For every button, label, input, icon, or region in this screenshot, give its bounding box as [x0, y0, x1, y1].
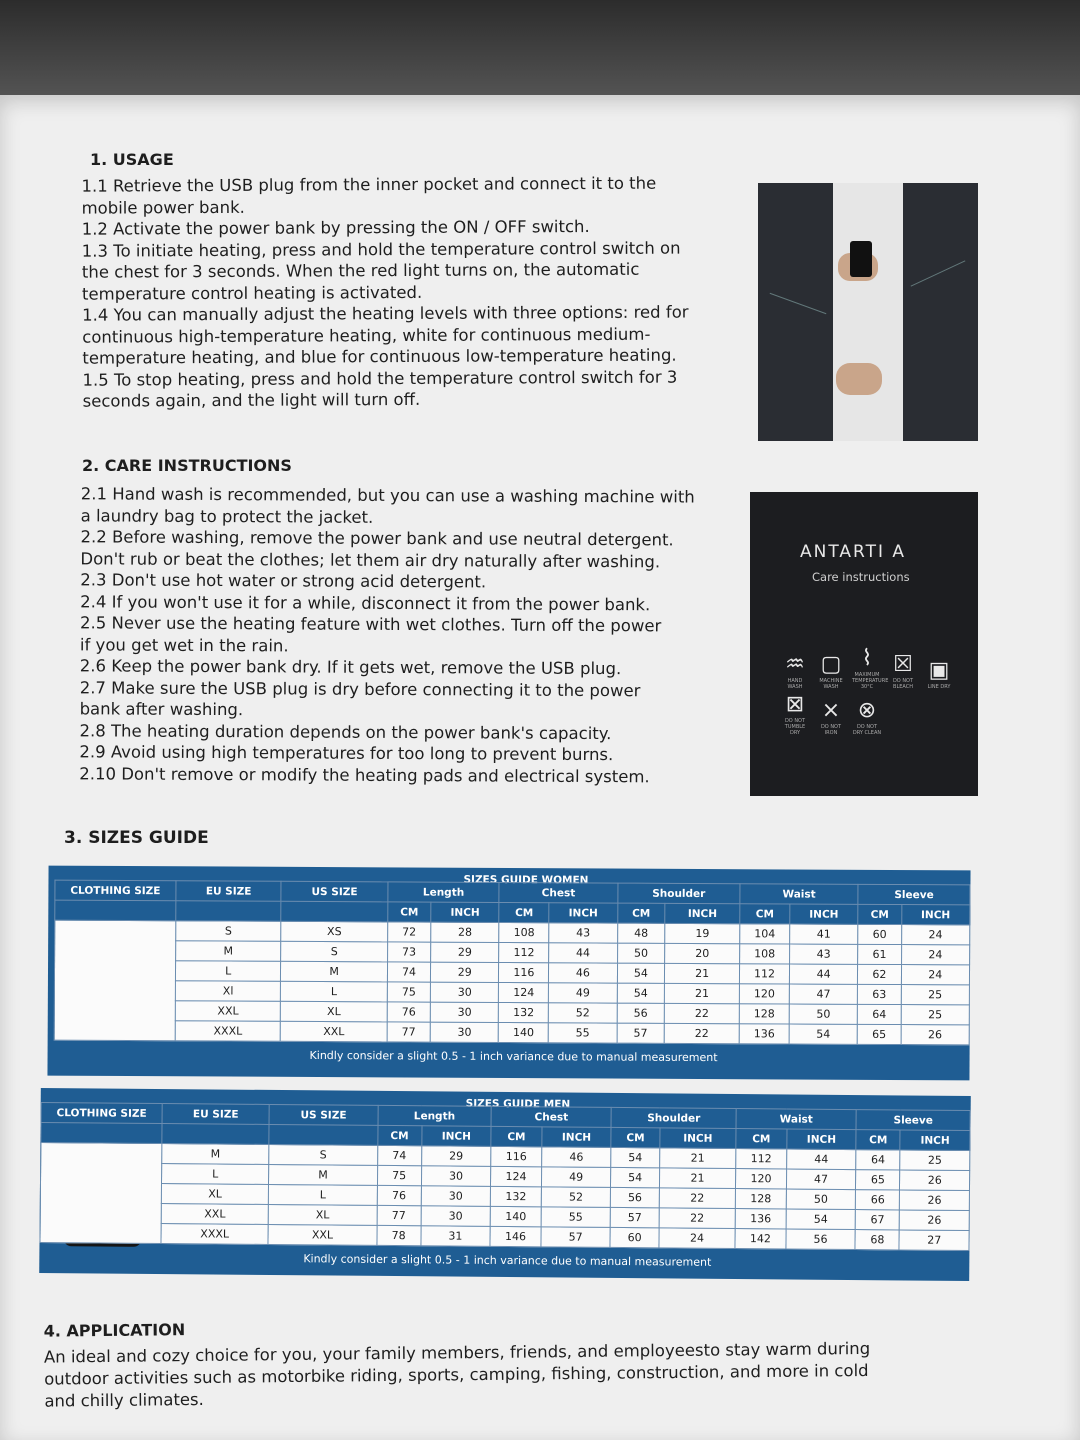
table-cell: M — [176, 941, 282, 962]
inch-unit-header: INCH — [790, 904, 858, 924]
table-cell: 48 — [617, 923, 665, 943]
table-cell: 54 — [789, 1024, 857, 1044]
care-line: 2.3 Don't use hot water or strong acid detergent. — [80, 570, 487, 592]
table-cell: 112 — [736, 1149, 787, 1169]
shoulder-header: Shoulder — [611, 1107, 736, 1128]
women-size-table — [47, 866, 970, 1081]
no-dry-clean-icon: ⊗ DO NOT DRY CLEAN — [852, 698, 882, 736]
table-cell: 29 — [431, 942, 499, 962]
men-table-grid — [39, 1102, 970, 1251]
women-table-title: SIZES GUIDE WOMEN — [463, 873, 589, 887]
no-tumble-dry-icon: ⊠ DO NOT TUMBLE DRY — [780, 692, 810, 736]
table-cell: XXL — [175, 1001, 281, 1022]
table-cell: 22 — [664, 1023, 739, 1043]
cm-unit-header: CM — [388, 902, 431, 922]
table-cell: 128 — [739, 1004, 789, 1024]
wash-30-icon: ⌇ MAXIMUM TEMPERATURE 30°C — [852, 646, 889, 690]
care-card-subtitle: Care instructions — [812, 570, 910, 584]
table-cell: S — [269, 1144, 377, 1165]
table-cell: 132 — [490, 1186, 541, 1206]
usage-line: 1.3 To initiate heating, press and hold the temperature control switch on — [81, 238, 681, 261]
table-cell: Xl — [175, 981, 281, 1002]
table-cell: 74 — [387, 962, 430, 982]
table-cell: 30 — [430, 1022, 498, 1042]
table-cell: 30 — [430, 1002, 498, 1022]
table-cell: L — [161, 1164, 268, 1185]
care-icon-label: LINE DRY — [927, 684, 951, 690]
table-cell: XXXL — [161, 1224, 268, 1245]
table-cell: 54 — [617, 983, 665, 1003]
table-cell: XS — [281, 921, 387, 942]
men-size-table — [39, 1088, 971, 1281]
clothing-size-header: CLOTHING SIZE — [55, 880, 176, 901]
usage-line: 1.1 Retrieve the USB plug from the inner pocket and connect it to the — [81, 173, 657, 196]
hand-shape — [836, 363, 882, 395]
table-cell: 47 — [789, 984, 857, 1004]
application-line: An ideal and cozy choice for you, your family members, friends, and employeesto stay warm during — [43, 1338, 871, 1367]
table-cell: XXXL — [175, 1021, 281, 1042]
usage-line: seconds again, and the light will turn off. — [82, 389, 421, 411]
table-cell: 52 — [541, 1187, 611, 1208]
empty-cell — [176, 901, 282, 922]
table-cell: 24 — [901, 945, 969, 965]
table-cell: 57 — [617, 1023, 665, 1043]
table-cell: 41 — [790, 924, 858, 944]
care-line: if you get wet in the rain. — [79, 634, 289, 655]
usage-line: the chest for 3 seconds. When the red light turns on, the automatic — [81, 259, 640, 282]
brand-logo: ANTARTI A — [800, 542, 907, 562]
usage-line: mobile power bank. — [81, 197, 245, 218]
inch-unit-header: INCH — [660, 1128, 736, 1149]
table-cell: 54 — [786, 1209, 856, 1230]
men-table-title: SIZES GUIDE MEN — [465, 1097, 571, 1111]
table-cell: 19 — [665, 923, 740, 943]
clothing-size-header: CLOTHING SIZE — [41, 1102, 162, 1123]
table-cell: 56 — [611, 1187, 660, 1207]
table-cell: 136 — [739, 1024, 789, 1044]
table-cell: 49 — [549, 983, 617, 1003]
table-cell: 136 — [735, 1209, 786, 1229]
table-cell: 60 — [610, 1227, 659, 1247]
table-cell: 65 — [857, 1024, 900, 1044]
inch-unit-header: INCH — [421, 1126, 491, 1147]
care-icon-label: MAXIMUM TEMPERATURE 30°C — [852, 672, 889, 690]
usage-title: 1. USAGE — [90, 150, 174, 169]
table-cell: 55 — [541, 1207, 611, 1228]
table-cell: M — [269, 1164, 377, 1185]
empty-cell — [55, 900, 176, 921]
table-cell: 22 — [659, 1188, 735, 1209]
table-cell: 64 — [858, 1004, 901, 1024]
empty-cell — [281, 901, 387, 922]
table-cell: 142 — [735, 1229, 786, 1249]
care-line: 2.10 Don't remove or modify the heating pads and electrical system. — [79, 763, 650, 786]
table-cell: 124 — [499, 982, 549, 1002]
background-surface — [0, 0, 1080, 100]
table-cell: 56 — [786, 1229, 856, 1250]
table-cell: 31 — [421, 1226, 491, 1247]
empty-cell — [162, 1124, 269, 1145]
table-cell: XXL — [268, 1224, 376, 1245]
table-cell: 57 — [541, 1227, 611, 1248]
table-cell: 46 — [549, 963, 617, 983]
us-size-header: US SIZE — [281, 881, 387, 902]
table-cell: 116 — [491, 1146, 542, 1166]
care-line: Don't rub or beat the clothes; let them air dry naturally after washing. — [80, 548, 661, 571]
table-cell: 44 — [789, 964, 857, 984]
table-cell: 140 — [499, 1022, 549, 1042]
eu-size-header: EU SIZE — [176, 881, 282, 902]
line-dry-icon: ▣ LINE DRY — [924, 658, 954, 690]
care-icon-label: HAND WASH — [787, 678, 803, 690]
table-cell: 24 — [901, 925, 969, 945]
table-cell: 67 — [855, 1210, 899, 1230]
cm-unit-header: CM — [611, 1127, 660, 1147]
table-cell: 54 — [611, 1167, 660, 1187]
care-line: 2.5 Never use the heating feature with wet clothes. Turn off the power — [80, 613, 662, 636]
women-table-grid — [54, 880, 971, 1046]
inch-unit-header: INCH — [901, 905, 969, 925]
table-cell: 77 — [377, 1205, 421, 1225]
table-cell: 62 — [858, 964, 901, 984]
usage-text — [81, 172, 722, 412]
table-cell: 63 — [858, 984, 901, 1004]
table-cell: 55 — [548, 1023, 616, 1043]
table-cell: 68 — [855, 1230, 899, 1250]
chest-header: Chest — [499, 882, 617, 903]
table-cell: 21 — [659, 1168, 735, 1189]
table-cell: 24 — [901, 965, 969, 985]
men-variance-note: Kindly consider a slight 0.5 - 1 inch variance due to manual measurement — [303, 1252, 712, 1269]
usage-photo — [758, 183, 978, 441]
table-cell: 66 — [856, 1190, 900, 1210]
table-cell: 60 — [858, 924, 901, 944]
table-cell: 50 — [789, 1004, 857, 1024]
table-row — [54, 1020, 969, 1045]
table-cell: M — [162, 1144, 269, 1165]
care-line: a laundry bag to protect the jacket. — [80, 505, 374, 527]
application-line: outdoor activities such as motorbike riding, sports, camping, fishing, construction, and more in cold — [44, 1360, 869, 1389]
table-cell: 74 — [377, 1145, 421, 1165]
table-cell: 108 — [740, 944, 790, 964]
application-line: and chilly climates. — [44, 1389, 204, 1411]
table-cell: L — [175, 961, 281, 982]
table-cell: 47 — [786, 1169, 856, 1190]
table-cell: 25 — [900, 1150, 970, 1171]
shoulder-header: Shoulder — [617, 883, 740, 904]
table-cell: XXL — [281, 1021, 387, 1042]
phone-shape — [850, 241, 872, 277]
table-cell: 22 — [659, 1208, 735, 1229]
women-variance-note: Kindly consider a slight 0.5 - 1 inch variance due to manual measurement — [309, 1048, 718, 1065]
table-cell: 30 — [421, 1166, 491, 1187]
table-cell: 50 — [786, 1189, 856, 1210]
care-line: 2.1 Hand wash is recommended, but you can use a washing machine with — [80, 484, 695, 507]
table-cell: 132 — [499, 1002, 549, 1022]
table-cell: 27 — [899, 1230, 969, 1251]
table-cell: 140 — [490, 1206, 541, 1226]
no-iron-icon: ⨯ DO NOT IRON — [816, 698, 846, 736]
table-cell: 65 — [856, 1170, 900, 1190]
care-line: 2.4 If you won't use it for a while, disconnect it from the power bank. — [80, 591, 651, 614]
table-cell: 76 — [377, 1185, 421, 1205]
table-cell: 75 — [377, 1165, 421, 1185]
length-header: Length — [378, 1105, 492, 1126]
chest-header: Chest — [491, 1106, 611, 1127]
table-cell: S — [281, 941, 387, 962]
table-cell: 77 — [387, 1022, 430, 1042]
table-cell: 26 — [900, 1170, 970, 1191]
care-icon-label: DO NOT IRON — [820, 724, 842, 736]
no-bleach-icon: ☒ DO NOT BLEACH — [888, 652, 918, 690]
usage-line: 1.5 To stop heating, press and hold the temperature control switch for 3 — [82, 367, 678, 390]
usage-line: 1.4 You can manually adjust the heating levels with three options: red for — [82, 302, 689, 325]
table-cell: 120 — [736, 1169, 787, 1189]
table-cell: 116 — [499, 962, 549, 982]
empty-cell — [269, 1124, 377, 1145]
care-line: 2.6 Keep the power bank dry. If it gets wet, remove the USB plug. — [79, 656, 622, 679]
cm-unit-header: CM — [499, 902, 549, 922]
table-cell: 108 — [499, 922, 549, 942]
table-cell: 57 — [611, 1207, 660, 1227]
shirt-shape — [833, 183, 903, 441]
table-cell: 24 — [659, 1228, 735, 1249]
cm-unit-header: CM — [377, 1125, 421, 1145]
cm-unit-header: CM — [736, 1129, 787, 1149]
usage-line: continuous high-temperature heating, white for continuous medium- — [82, 324, 651, 347]
cm-unit-header: CM — [491, 1126, 542, 1146]
care-line: bank after washing. — [79, 699, 244, 720]
care-icon-label: DO NOT DRY CLEAN — [852, 724, 882, 736]
care-line: 2.7 Make sure the USB plug is dry before connecting it to the power — [79, 677, 641, 700]
table-cell: 30 — [421, 1206, 491, 1227]
table-cell: 20 — [665, 943, 740, 963]
table-cell: 120 — [739, 984, 789, 1004]
table-cell: 21 — [665, 963, 740, 983]
table-cell: 56 — [617, 1003, 665, 1023]
table-cell: 21 — [659, 1148, 735, 1169]
sleeve-header: Sleeve — [856, 1110, 970, 1131]
sizes-title: 3. SIZES GUIDE — [64, 828, 209, 848]
usage-line: temperature heating, and blue for continuous low-temperature heating. — [82, 345, 677, 368]
care-icon-label: DO NOT BLEACH — [892, 678, 914, 690]
table-cell: 46 — [541, 1147, 611, 1168]
cm-unit-header: CM — [858, 904, 901, 924]
cm-unit-header: CM — [856, 1130, 900, 1150]
care-label-card — [750, 492, 978, 796]
cm-unit-header: CM — [617, 903, 665, 923]
inch-unit-header: INCH — [431, 902, 499, 922]
table-cell: 49 — [541, 1167, 611, 1188]
table-cell: 128 — [735, 1189, 786, 1209]
waist-header: Waist — [736, 1109, 856, 1130]
care-line: 2.9 Avoid using high temperatures for too long to prevent burns. — [79, 742, 614, 765]
crease-line — [911, 260, 966, 286]
table-cell: S — [176, 921, 282, 942]
table-cell: 146 — [490, 1226, 541, 1246]
table-cell: 75 — [387, 982, 430, 1002]
hand-wash-icon: ♒ HAND WASH — [780, 652, 810, 690]
image-cell — [54, 920, 176, 1041]
table-cell: 52 — [549, 1003, 617, 1023]
table-cell: 73 — [387, 942, 430, 962]
care-title: 2. CARE INSTRUCTIONS — [82, 456, 292, 475]
table-cell: L — [269, 1184, 377, 1205]
table-cell: 43 — [789, 944, 857, 964]
table-cell: 29 — [431, 962, 499, 982]
eu-size-header: EU SIZE — [162, 1104, 269, 1125]
table-cell: 44 — [786, 1149, 856, 1170]
table-cell: 21 — [664, 983, 739, 1003]
table-cell: 54 — [617, 963, 665, 983]
cm-unit-header: CM — [740, 904, 790, 924]
care-text — [79, 483, 721, 787]
table-cell: 25 — [901, 985, 969, 1005]
image-cell — [40, 1142, 162, 1243]
table-cell: 78 — [376, 1225, 420, 1245]
table-cell: 22 — [664, 1003, 739, 1023]
waist-header: Waist — [740, 884, 858, 905]
table-cell: 64 — [856, 1150, 900, 1170]
table-cell: XL — [268, 1204, 376, 1225]
us-size-header: US SIZE — [269, 1104, 377, 1125]
inch-unit-header: INCH — [549, 903, 617, 923]
sleeve-header: Sleeve — [858, 884, 970, 905]
application-title: 4. APPLICATION — [43, 1320, 186, 1341]
empty-cell — [41, 1122, 162, 1143]
care-line: 2.2 Before washing, remove the power bank and use neutral detergent. — [80, 527, 674, 550]
care-icons — [780, 646, 960, 738]
table-cell: 112 — [740, 964, 790, 984]
table-cell: 44 — [549, 943, 617, 963]
care-line: 2.8 The heating duration depends on the power bank's capacity. — [79, 720, 612, 743]
table-cell: L — [281, 981, 387, 1002]
table-cell: 28 — [431, 922, 499, 942]
care-icon-label: MACHINE WASH — [819, 678, 843, 690]
table-cell: 50 — [617, 943, 665, 963]
table-cell: 54 — [611, 1147, 660, 1167]
application-section — [44, 1311, 925, 1412]
table-cell: 26 — [900, 1190, 970, 1211]
table-cell: 76 — [387, 1002, 430, 1022]
table-cell: 29 — [421, 1146, 491, 1167]
table-cell: 112 — [499, 942, 549, 962]
table-cell: 43 — [549, 923, 617, 943]
inch-unit-header: INCH — [900, 1130, 970, 1151]
inch-unit-header: INCH — [542, 1127, 612, 1148]
table-cell: 26 — [901, 1025, 969, 1045]
usage-line: temperature control heating is activated. — [81, 282, 423, 304]
table-cell: 104 — [740, 924, 790, 944]
table-cell: 124 — [491, 1166, 542, 1186]
table-cell: 61 — [858, 944, 901, 964]
length-header: Length — [388, 882, 500, 903]
usage-line: 1.2 Activate the power bank by pressing the ON / OFF switch. — [81, 217, 590, 239]
inch-unit-header: INCH — [787, 1129, 857, 1150]
table-cell: XL — [161, 1184, 268, 1205]
table-cell: 72 — [387, 922, 430, 942]
inch-unit-header: INCH — [665, 903, 740, 923]
table-cell: 30 — [421, 1186, 491, 1207]
table-cell: 26 — [900, 1210, 970, 1231]
table-cell: XL — [281, 1001, 387, 1022]
care-icon-label: DO NOT TUMBLE DRY — [784, 718, 806, 736]
table-cell: 25 — [901, 1005, 969, 1025]
table-cell: XXL — [161, 1204, 268, 1225]
table-cell: M — [281, 961, 387, 982]
crease-line — [770, 293, 827, 314]
machine-wash-icon: ▢ MACHINE WASH — [816, 652, 846, 690]
table-cell: 30 — [430, 982, 498, 1002]
